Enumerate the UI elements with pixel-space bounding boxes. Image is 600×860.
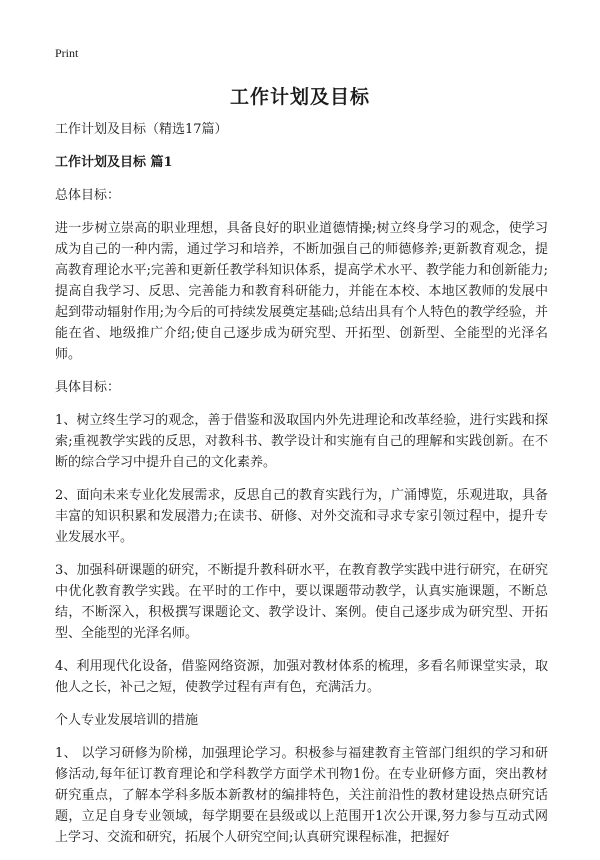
document-body — [55, 119, 548, 860]
goal-item-3: 3、加强科研课题的研究，不断提升教科研水平，在教育教学实践中进行研究，在研究中优化教育教学实践。在平时的工作中，要以课题带动教学，认真实施课题，不断总结，不断深入，积极撰写课题论文、教学设计、案例。使自己逐步成为研究型、开拓型、全能型的光泽名师。 — [55, 563, 548, 641]
overall-goal-paragraph: 进一步树立崇高的职业理想，具备良好的职业道德情操;树立终身学习的观念，使学习成为自己的一种内需，通过学习和培养，不断加强自己的师德修养;更新教育观念，提高教育理论水平;完善和更新任教学科知识体系，提高学术水平、教学能力和创新能力;提高自我学习、反思、完善能力和教育科研能力，并能在本校、本地区教师的发展中起到带动辐射作用;为今后的可持续发展奠定基础;总结出具有个人特色的教学经验，并能在省、地级推广介绍;使自己逐步成为研究型、开拓型、创新型、全能型的光泽名师。 — [55, 221, 548, 362]
training-measures-label: 个人专业发展培训的措施 — [55, 713, 199, 728]
overall-goal-label: 总体目标： — [55, 188, 121, 203]
goal-item-4: 4、利用现代化设备，借鉴网络资源，加强对教材体系的梳理，多看名师课堂实录，取他人之长，补己之短，使教学过程有声有色，充满活力。 — [55, 659, 548, 695]
measure-item-1: 1、 以学习研修为阶梯，加强理论学习。积极参与福建教育主管部门组织的学习和研修活动,每年征订教育理论和学科教学方面学术刊物1份。在专业研修方面，突出教材研究重点，了解本学科多版本新教材的编排特色，关注前沿性的教材建设热点研究话题，立足自身专业领域，每学期要在县级或以上范围开1次公开课,努力参与互动式网上学习、交流和研究，拓展个人研究空间;认真研究课程标准，把握好 — [55, 746, 548, 845]
specific-goal-label: 具体目标： — [55, 380, 121, 395]
document-subtitle: 工作计划及目标（精选17篇） — [55, 122, 228, 137]
section-heading: 工作计划及目标 篇1 — [55, 155, 173, 170]
goal-item-1: 1、树立终生学习的观念，善于借鉴和汲取国内外先进理论和改革经验，进行实践和探索;重视教学实践的反思，对教科书、教学设计和实施有自己的理解和实践创新。在不断的综合学习中提升自己的文化素养。 — [55, 413, 548, 470]
goal-item-2: 2、面向未来专业化发展需求，反思自己的教育实践行为，广涌博览，乐观进取，具备丰富的知识积累和发展潜力;在读书、研修、对外交流和寻求专家引领过程中，提升专业发展水平。 — [55, 488, 548, 545]
print-label: Print — [55, 46, 79, 60]
page-title: 工作计划及目标 — [229, 86, 370, 108]
